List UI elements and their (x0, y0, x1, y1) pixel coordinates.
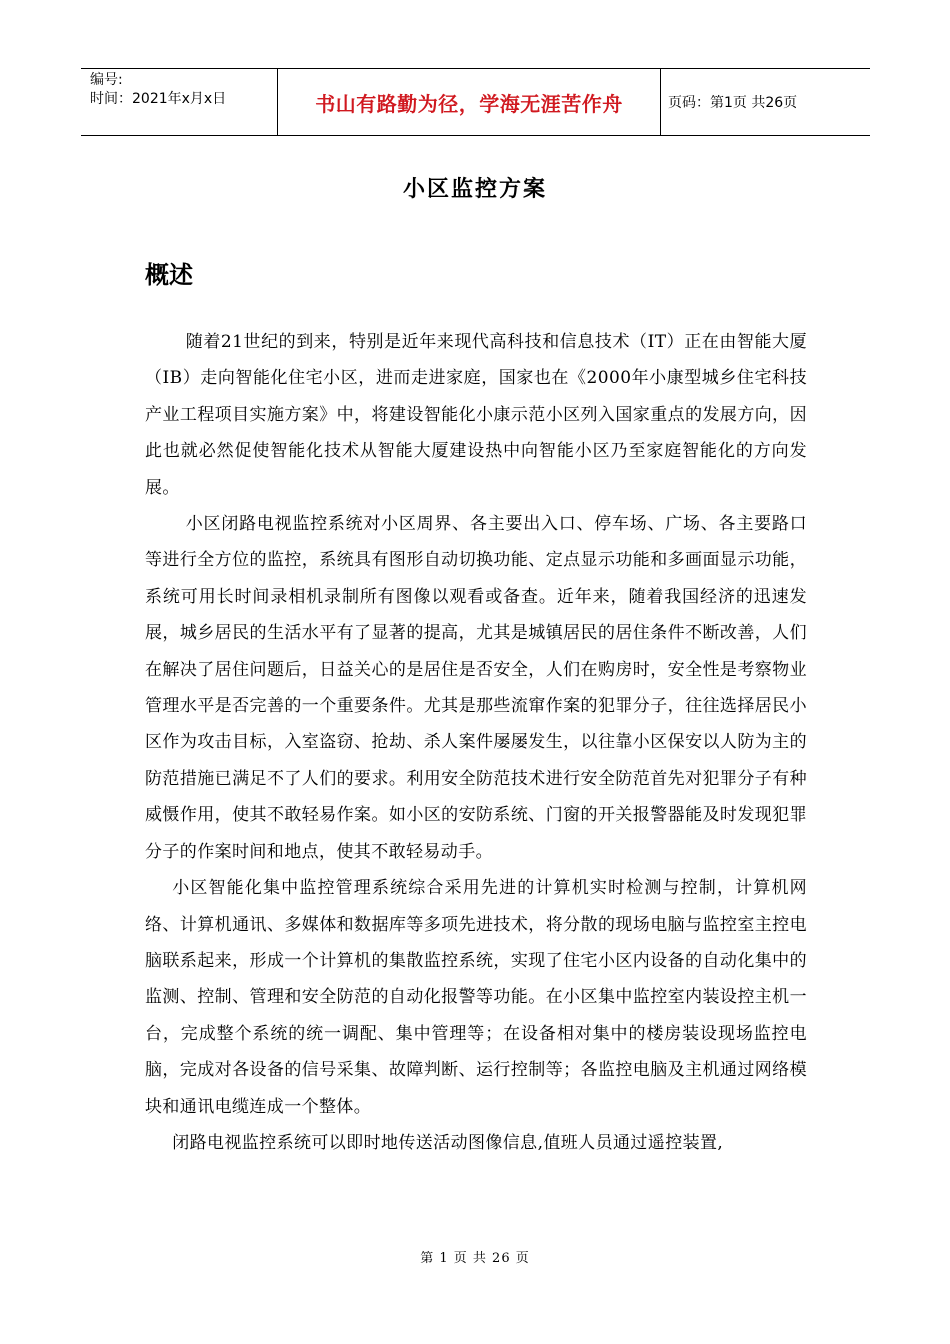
document-title: 小区监控方案 (402, 177, 547, 202)
paragraph: 小区智能化集中监控管理系统综合采用先进的计算机实时检测与控制，计算机网络、计算机通讯、多媒体和数据库等多项先进技术，将分散的现场电脑与监控室主控电脑联系起来，形成一个计算机的集散监控系统，实现了住宅小区内设备的自动化集中的监测、控制、管理和安全防范的自动化报警等功能。在小区集中监控室内装设控主机一台，完成整个系统的统一调配、集中管理等；在设备相对集中的楼房装设现场监控电脑，完成对各设备的信号采集、故障判断、运行控制等；各监控电脑及主机通过网络模块和通讯电缆连成一个整体。 (145, 878, 807, 1117)
header-meta (81, 69, 278, 135)
paragraph: 闭路电视监控系统可以即时地传送活动图像信息,值班人员通过遥控装置, (172, 1132, 724, 1153)
document-body (145, 324, 807, 1161)
section-heading: 概述 (145, 261, 193, 289)
header-page-info: 页码：第1页 共26页 (668, 95, 798, 111)
paragraph: 随着21世纪的到来，特别是近年来现代高科技和信息技术（IT）正在由智能大厦（IB）走向智能化住宅小区，进而走进家庭，国家也在《2000年小康型城乡住宅科技产业工程项目实施方案》中，将建设智能化小康示范小区列入国家重点的发展方向，因此也就必然促使智能化技术从智能大厦建设热中向智能小区乃至家庭智能化的方向发展。 (145, 332, 807, 498)
page-footer: 第 1 页 共 26 页 (420, 1251, 530, 1266)
document-number-label: 编号: (90, 72, 123, 88)
page-header (81, 68, 870, 136)
header-motto: 书山有路勤为径，学海无涯苦作舟 (278, 69, 661, 135)
document-date: 时间：2021年x月x日 (90, 91, 227, 107)
paragraph: 小区闭路电视监控系统对小区周界、各主要出入口、停车场、广场、各主要路口等进行全方位的监控，系统具有图形自动切换功能、定点显示功能和多画面显示功能，系统可用长时间录相机录制所有图像以观看或备查。近年来，随着我国经济的迅速发展，城乡居民的生活水平有了显著的提高，尤其是城镇居民的居住条件不断改善，人们在解决了居住问题后，日益关心的是居住是否安全，人们在购房时，安全性是考察物业管理水平是否完善的一个重要条件。尤其是那些流窜作案的犯罪分子，往往选择居民小区作为攻击目标，入室盗窃、抢劫、杀人案件屡屡发生，以往靠小区保安以人防为主的防范措施已满足不了人们的要求。利用安全防范技术进行安全防范首先对犯罪分子有种威慑作用，使其不敢轻易作案。如小区的安防系统、门窗的开关报警器能及时发现犯罪分子的作案时间和地点，使其不敢轻易动手。 (145, 514, 807, 862)
